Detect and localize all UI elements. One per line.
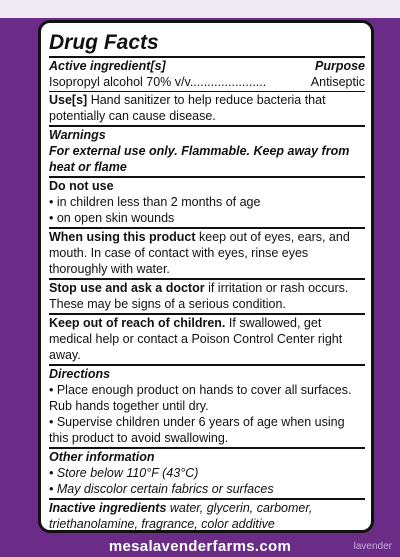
other-information-header: Other information bbox=[49, 450, 155, 464]
other-information-item: • May discolor certain fabrics or surfaces bbox=[49, 482, 274, 496]
other-information-section bbox=[49, 447, 365, 498]
other-information-item: • Store below 110°F (43°C) bbox=[49, 466, 199, 480]
do-not-use-section bbox=[49, 176, 365, 227]
footer bbox=[0, 538, 400, 557]
do-not-use-item: • in children less than 2 months of age bbox=[49, 195, 261, 209]
inactive-ingredients-section bbox=[49, 498, 365, 533]
active-header-row bbox=[49, 58, 365, 74]
directions-item: • Supervise children under 6 years of age when using this product to avoid swallowing. bbox=[49, 415, 345, 445]
top-strip bbox=[0, 0, 400, 18]
stop-use-text: if irritation or rash occurs. These may be signs of a serious condition. bbox=[49, 281, 349, 311]
active-ingredient-header: Active ingredient[s] bbox=[49, 59, 166, 73]
stop-use-section bbox=[49, 278, 365, 313]
stop-use-header: Stop use and ask a doctor bbox=[49, 281, 205, 295]
active-ingredient-text: Isopropyl alcohol 70% v/v...................... bbox=[49, 75, 267, 89]
keep-out-header: Keep out of reach of children. bbox=[49, 316, 226, 330]
inactive-ingredients-text: water, glycerin, carbomer, triethanolamine, fragrance, color additive bbox=[49, 501, 313, 531]
warnings-section bbox=[49, 125, 365, 176]
when-using-section bbox=[49, 227, 365, 278]
do-not-use-item: • on open skin wounds bbox=[49, 211, 175, 225]
directions-item: • Place enough product on hands to cover all surfaces. Rub hands together until dry. bbox=[49, 383, 352, 413]
when-using-header: When using this product bbox=[49, 230, 196, 244]
directions-header: Directions bbox=[49, 367, 111, 381]
inactive-ingredients-header: Inactive ingredients bbox=[49, 501, 167, 515]
keep-out-section bbox=[49, 313, 365, 364]
brand-watermark: lavender bbox=[353, 541, 392, 552]
warnings-text: For external use only. Flammable. Keep away from heat or flame bbox=[49, 144, 350, 174]
when-using-text: keep out of eyes, ears, and mouth. In case of contact with eyes, rinse eyes thoroughly with water. bbox=[49, 230, 350, 276]
purpose-header: Purpose bbox=[314, 59, 365, 73]
active-ingredient-section bbox=[49, 56, 365, 91]
do-not-use-header: Do not use bbox=[49, 179, 114, 193]
active-ingredient-row bbox=[49, 74, 365, 90]
website-link[interactable]: mesalavenderfarms.com bbox=[108, 538, 292, 555]
drug-facts-title: Drug Facts bbox=[49, 31, 159, 54]
use-text: Hand sanitizer to help reduce bacteria that potentially can cause disease. bbox=[49, 93, 326, 123]
warnings-header: Warnings bbox=[49, 128, 106, 142]
purpose-text: Antiseptic bbox=[310, 75, 365, 89]
use-section bbox=[49, 91, 365, 125]
use-header: Use[s] bbox=[49, 93, 88, 107]
drug-facts-label bbox=[38, 20, 374, 533]
keep-out-text: If swallowed, get medical help or contact a Poison Control Center right away. bbox=[49, 316, 343, 362]
directions-section bbox=[49, 364, 365, 447]
